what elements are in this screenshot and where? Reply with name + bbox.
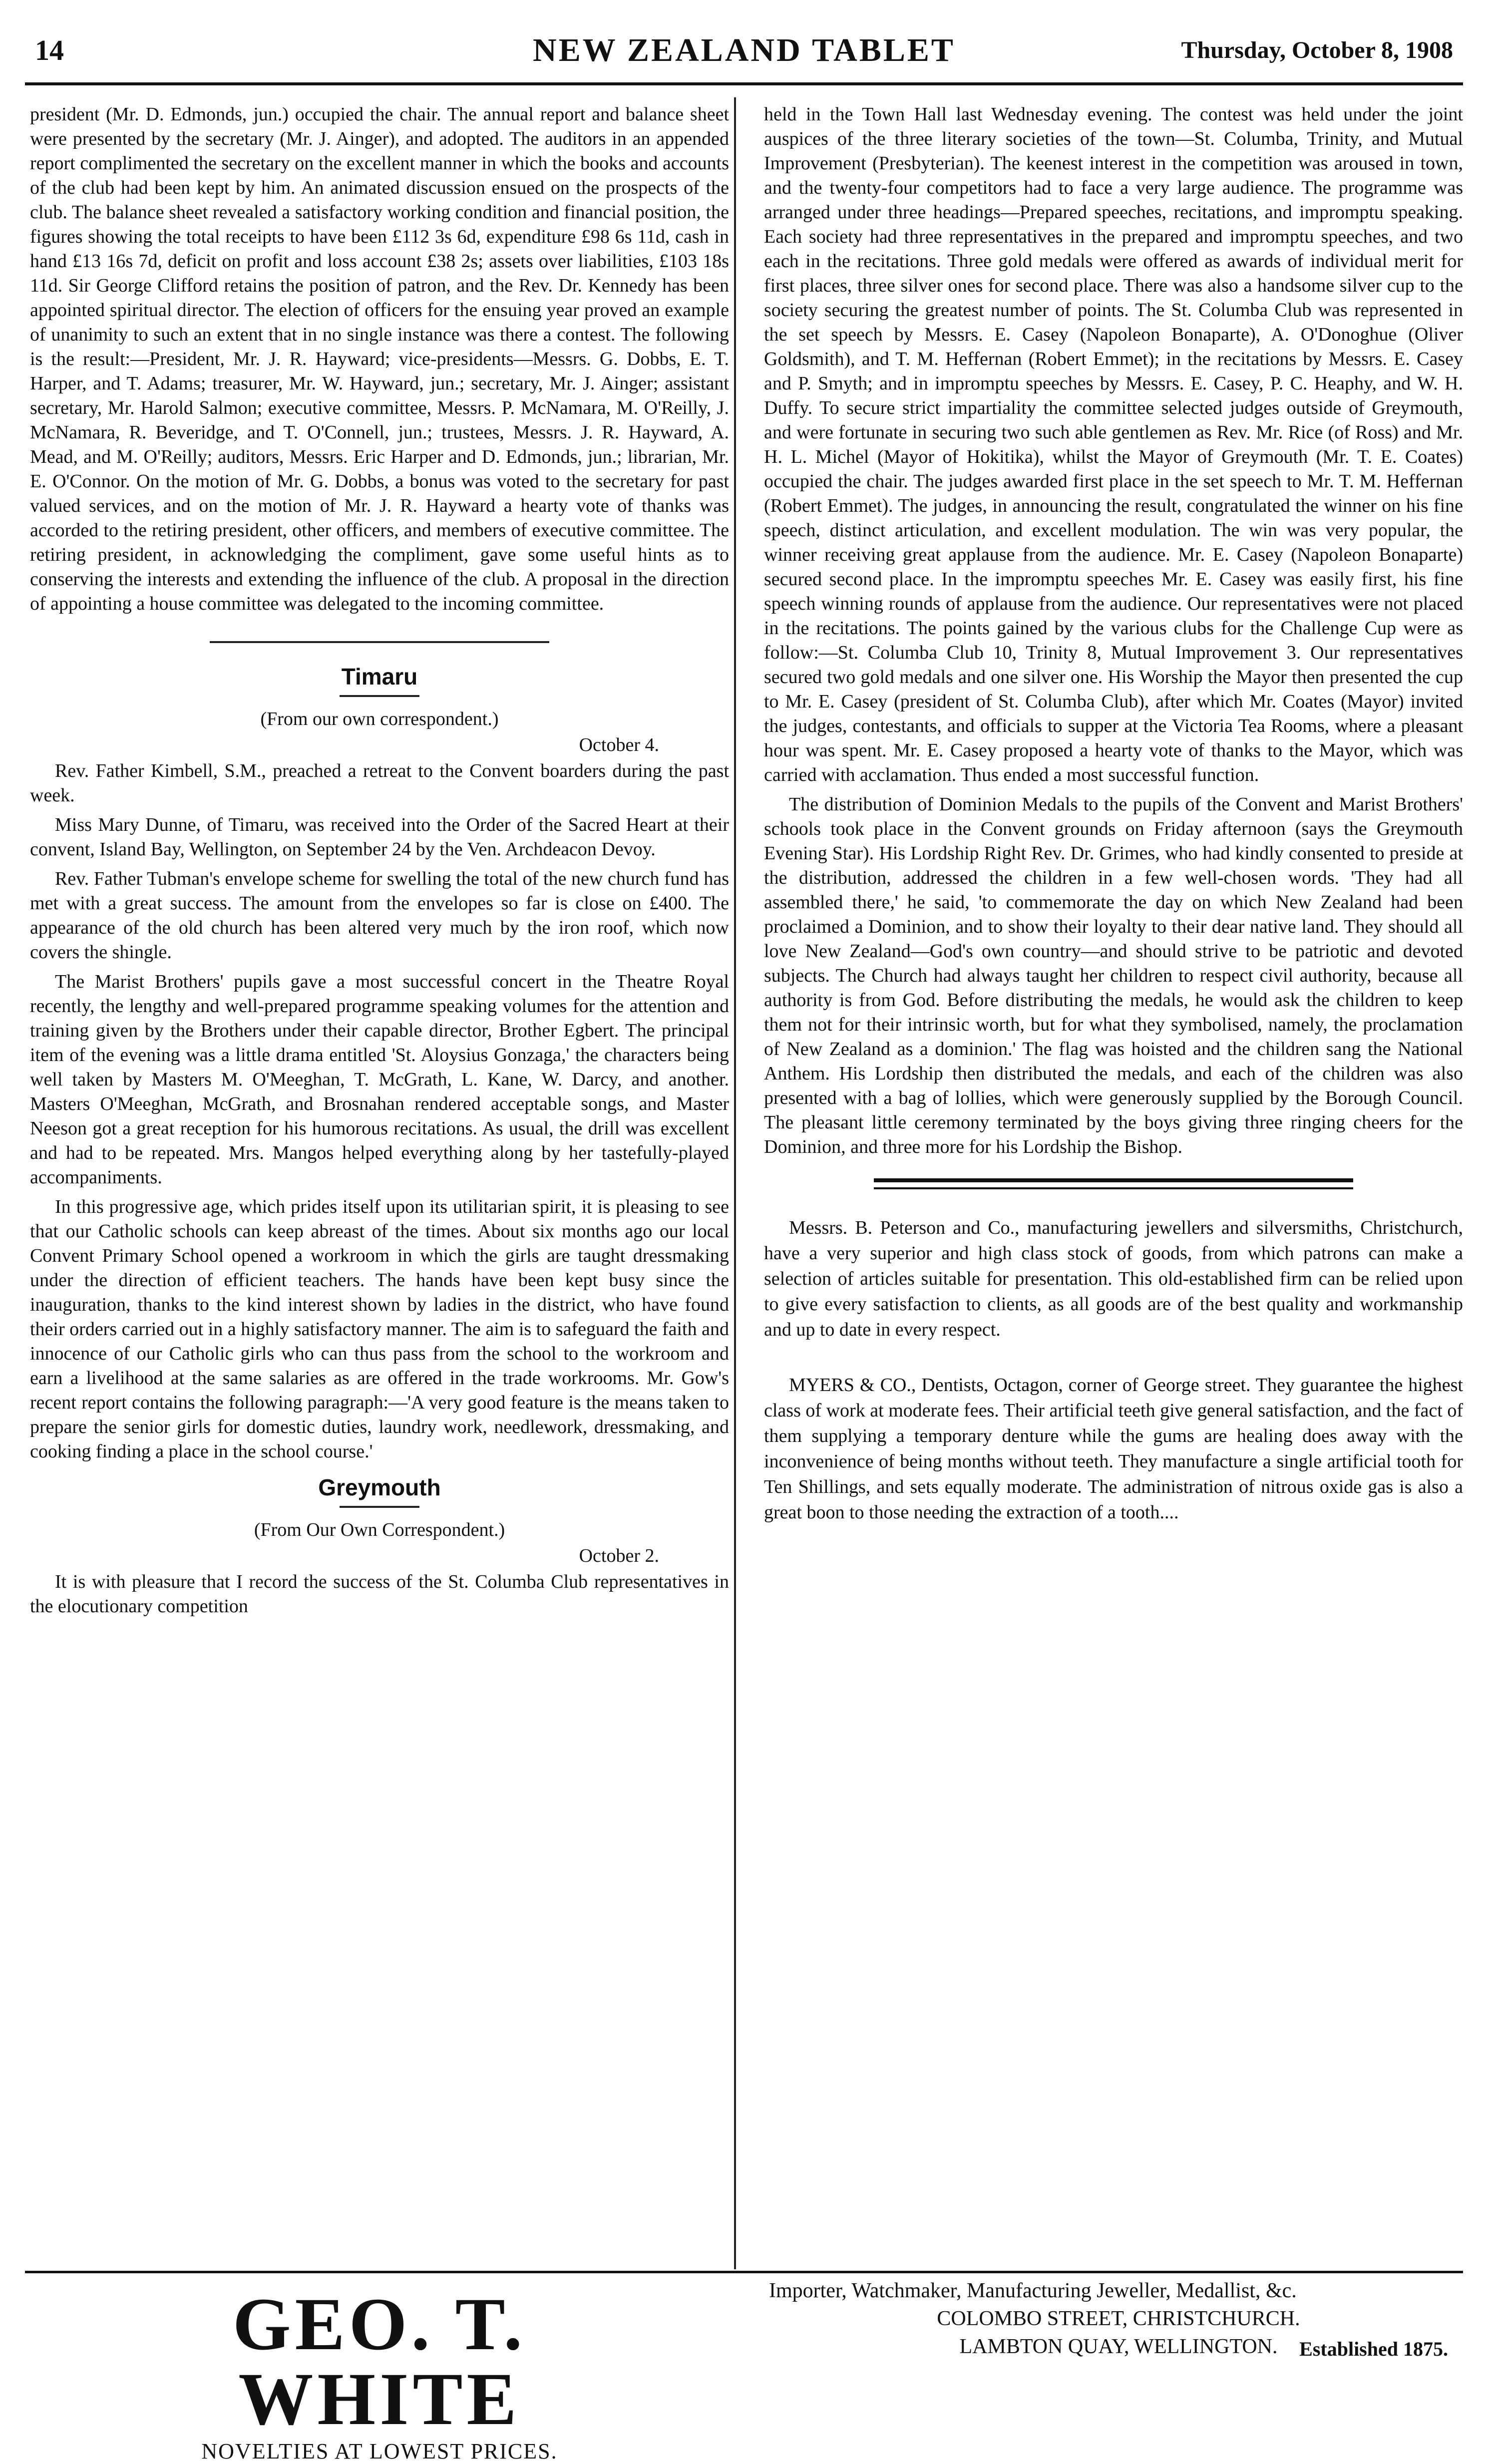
double-rule-divider: [874, 1178, 1353, 1189]
right-column: [764, 102, 1463, 1555]
page-number: 14: [35, 34, 64, 66]
issue-date: Thursday, October 8, 1908: [1181, 37, 1453, 63]
timaru-byline: (From our own correspondent.): [260, 708, 499, 729]
left-column: [30, 102, 729, 1624]
established-year: Established 1875.: [1299, 2338, 1448, 2360]
timaru-dateline: October 4.: [579, 734, 659, 755]
peterson-notice: Messrs. B. Peterson and Co., manufacturing jewellers and silversmiths, Christchurch, have a very superior and high class stock of goods, from which patrons can make a selection of articles suitable for presentation. This old-established firm can be relied upon to give every satisfaction to clients, as all goods are of the best quality and workmanship and up to date in every respect.: [764, 1217, 1463, 1340]
myers-dentists-notice: MYERS & CO., Dentists, Octagon, corner of George street. They guarantee the highest class of work at moderate fees. Their artificial teeth give general satisfaction, and the fact of them supplying a temporary denture while the gums are healing does away with the inconvenience of being months without teeth. They manufacture a single artificial tooth for Ten Shillings, and sets equally moderate. The administration of nitrous oxide gas is also a great boon to those needing the extraction of a tooth....: [764, 1375, 1463, 1523]
greymouth-dateline: October 2.: [579, 1545, 659, 1566]
page-header: [25, 27, 1463, 85]
timaru-paragraph: In this progressive age, which prides itself upon its utilitarian spirit, it is pleasing to see that our Catholic schools can keep abreast of the times. About six months ago our local Convent Primary School opened a workroom in which the girls are taught dressmaking under the direction of efficient teachers. The hands have been kept busy since the inauguration, thanks to the kind interest shown by ladies in the district, who have found their orders carried out in a highly satisfactory manner. The aim is to safeguard the faith and innocence of our Catholic girls who can thus pass from the school to the workroom and earn a livelihood at the same salaries as are offered in the trade workrooms. Mr. Gow's recent report contains the following paragraph:—'A very good feature is the means taken to prepare the senior girls for domestic duties, laundry work, needlework, dressmaking, and cooking finding a place in the school course.': [30, 1196, 729, 1462]
advertiser-address-wellington: LAMBTON QUAY, WELLINGTON.: [959, 2335, 1278, 2358]
masthead-title: NEW ZEALAND TABLET: [533, 32, 955, 68]
title-underline: [340, 695, 419, 697]
dominion-medals-paragraph: The distribution of Dominion Medals to the pupils of the Convent and Marist Brothers' schools took place in the Convent grounds on Friday afternoon (says the Greymouth Evening Star). His Lordship Right Rev. Dr. Grimes, who had kindly consented to preside at the distribution, addressed the children in a few well-chosen words. 'They had all assembled there,' he said, 'to commemorate the day on which New Zealand had been proclaimed a Dominion, and to show their loyalty to their dear native land. They should all love New Zealand—God's own country—and should strive to be patriotic and devoted subjects. The Church had always taught her children to respect civil authority, because all authority is from God. Before distributing the medals, he would ask the children to keep them not for their intrinsic worth, but for what they symbolised, namely, the proclamation of New Zealand as a dominion.' The flag was hoisted and the children sang the National Anthem. His Lordship then distributed the medals, and each of the children was also presented with a bag of lollies, which were generously supplied by the Borough Council. The pleasant little ceremony terminated by the boys giving three ringing cheers for the Dominion, and three more for his Lordship the Bishop.: [764, 794, 1463, 1157]
greymouth-byline: (From Our Own Correspondent.): [254, 1519, 505, 1540]
advertiser-name: GEO. T. WHITE: [232, 2283, 527, 2441]
advertisement-brand-block: [90, 2283, 669, 2464]
timaru-paragraph: Rev. Father Kimbell, S.M., preached a retreat to the Convent boarders during the past week.: [30, 760, 729, 806]
timaru-paragraph: The Marist Brothers' pupils gave a most successful concert in the Theatre Royal recently, the lengthy and well-prepared programme speaking volumes for the attention and training given by the Brothers under their capable director, Brother Egbert. The principal item of the evening was a little drama entitled 'St. Aloysius Gonzaga,' the characters being well taken by Masters M. O'Meeghan, T. McGrath, L. Kane, W. Darcy, and another. Masters O'Meeghan, McGrath, and Brosnahan rendered acceptable songs, and Master Neeson got a great reception for his humorous recitations. As usual, the drill was excellent and had to be repeated. Mrs. Mangos helped everything along by her tastefully-played accompaniments.: [30, 971, 729, 1188]
section-title-timaru: Timaru: [341, 664, 418, 690]
timaru-paragraph: Miss Mary Dunne, of Timaru, was received into the Order of the Sacred Heart at their convent, Island Bay, Wellington, on September 24 by the Ven. Archdeacon Devoy.: [30, 814, 729, 860]
advertisement-details-block: [769, 2277, 1468, 2361]
advertiser-last-line: [769, 2333, 1468, 2361]
column-divider: [734, 97, 736, 2269]
advertiser-address-christchurch: COLOMBO STREET, CHRISTCHURCH.: [937, 2307, 1300, 2330]
section-divider: [210, 641, 549, 643]
greymouth-paragraph: It is with pleasure that I record the success of the St. Columba Club representatives in the elocutionary competition: [30, 1571, 729, 1617]
timaru-paragraph: Rev. Father Tubman's envelope scheme for swelling the total of the new church fund has met with a great success. The amount from the envelopes so far is close on £400. The appearance of the old church has been altered very much by the iron roof, which now covers the shingle.: [30, 868, 729, 963]
club-report-paragraph: president (Mr. D. Edmonds, jun.) occupied the chair. The annual report and balance sheet were presented by the secretary (Mr. J. Ainger), and adopted. The auditors in an appended report complimented the secretary on the excellent manner in which the books and accounts of the club had been kept by him. An animated discussion ensued on the prospects of the club. The balance sheet revealed a satisfactory working condition and financial position, the figures showing the total receipts to have been £112 3s 6d, expenditure £98 6s 11d, cash in hand £13 16s 7d, deficit on profit and loss account £38 2s; assets over liabilities, £103 18s 11d. Sir George Clifford retains the position of patron, and the Rev. Dr. Kennedy has been appointed spiritual director. The election of officers for the ensuing year proved an example of unanimity to such an extent that in no single instance was there a contest. The following is the result:—President, Mr. J. R. Hayward; vice-presidents—Messrs. G. Dobbs, E. T. Harper, and T. Adams; treasurer, Mr. W. Hayward, jun.; secretary, Mr. J. Ainger; assistant secretary, Mr. Harold Salmon; executive committee, Messrs. P. McNamara, M. O'Reilly, J. McNamara, R. Beveridge, and T. O'Connell, jun.; trustees, Messrs. J. R. Hayward, A. Mead, and M. O'Reilly; auditors, Messrs. Eric Harper and D. Edmonds, jun.; librarian, Mr. E. O'Connor. On the motion of Mr. G. Dobbs, a bonus was voted to the secretary for past valued services, and on the motion of Mr. J. R. Hayward a hearty vote of thanks was accorded to the retiring president, other officers, and members of executive committee. The retiring president, in acknowledging the compliment, gave some useful hints as to conserving the interests and extending the influence of the club. A proposal in the direction of appointing a house committee was delegated to the incoming committee.: [30, 104, 729, 614]
advertiser-tagline: NOVELTIES AT LOWEST PRICES.: [201, 2439, 558, 2464]
section-title-greymouth: Greymouth: [318, 1474, 441, 1500]
advertiser-trades: Importer, Watchmaker, Manufacturing Jeweller, Medallist, &c.: [769, 2279, 1297, 2302]
greymouth-competition-paragraph: held in the Town Hall last Wednesday evening. The contest was held under the joint auspices of the three literary societies of the town—St. Columba, Trinity, and Mutual Improvement (Presbyterian). The keenest interest in the competition was aroused in town, and the twenty-four competitors had to face a very large audience. The programme was arranged under three headings—Prepared speeches, recitations, and impromptu speaking. Each society had three representatives in the prepared and impromptu speeches, and two each in the recitations. Three gold medals were offered as awards of individual merit for first places, three silver ones for second place. There was also a handsome silver cup to the society securing the greatest number of points. The St. Columba Club was represented in the set speech by Messrs. E. Casey (Napoleon Bonaparte), A. O'Donoghue (Oliver Goldsmith), and T. M. Heffernan (Robert Emmet); in the recitations by Messrs. E. Casey and P. Smyth; and in impromptu speeches by Messrs. E. Casey, P. C. Heaphy, and W. H. Duffy. To secure strict impartiality the committee selected judges outside of Greymouth, and were fortunate in securing two such able gentlemen as Rev. Mr. Rice (of Ross) and Mr. H. L. Michel (Mayor of Hokitika), whilst the Mayor of Greymouth (Mr. T. E. Coates) occupied the chair. The judges awarded first place in the set speech to Mr. T. M. Heffernan (Robert Emmet). The judges, in announcing the result, congratulated the winner on his fine speech, distinct articulation, and excellent modulation. The win was very popular, the winner receiving great applause from the audience. Mr. E. Casey (Napoleon Bonaparte) secured second place. In the impromptu speeches Mr. E. Casey was easily first, his fine speech winning rounds of applause from the audience. Our representatives were not placed in the recitations. The points gained by the various clubs for the Challenge Cup were as follow:—St. Columba Club 10, Trinity 8, Mutual Improvement 3. Our representatives secured two gold medals and one silver one. His Worship the Mayor then presented the cup to Mr. E. Casey (president of St. Columba Club), after which Mr. Coates (Mayor) invited the judges, contestants, and officials to supper at the Victoria Tea Rooms, where a pleasant hour was spent. Mr. E. Casey proposed a hearty vote of thanks to the Mayor, which was carried with acclamation. Thus ended a most successful function.: [764, 104, 1463, 785]
title-underline: [340, 1506, 419, 1508]
footer-rule: [25, 2271, 1463, 2273]
